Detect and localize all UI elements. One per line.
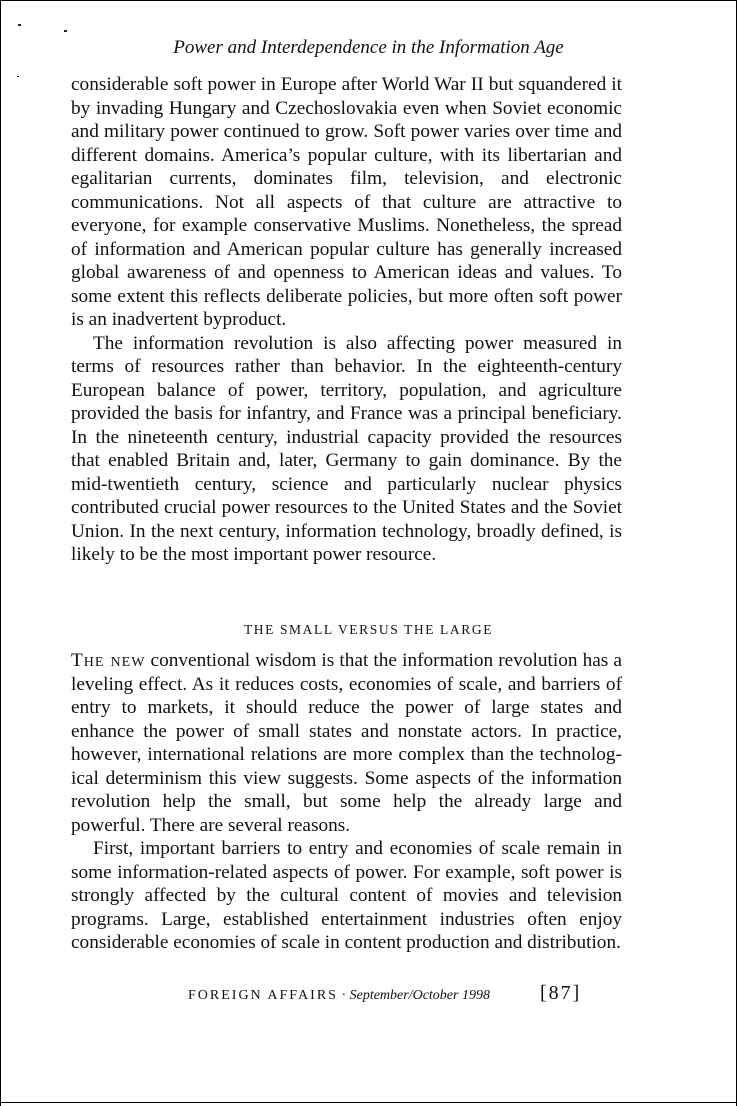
footer-separator: ·: [337, 988, 350, 1003]
scan-speck: [18, 24, 21, 26]
running-head: Power and Interdependence in the Information Age: [173, 37, 564, 58]
text-block-upper: [71, 73, 622, 567]
footer-journal-line: [188, 984, 490, 1008]
scan-speck: [17, 76, 19, 77]
paragraph-1: considerable soft power in Europe after World War II but squandered it by invading Hungary and Czechoslovakia even when Soviet economic and military power continued to grow. Soft power varies over time and different domains. America’s popular culture, with its libertarian and egalitarian currents, dominates film, television, and electronic communications. Not all aspects of that culture are attractive to everyone, for example conservative Muslims. Nonetheless, the spread of information and American popular culture has generally increased global awareness of and openness to American ideas and values. To some extent this reflects deliberate policies, but more often soft power is an inadvertent byproduct.: [71, 74, 622, 330]
paragraph-3-body: conventional wisdom is that the information revolution has a leveling effect. As it reduces costs, economies of scale, and barriers of entry to markets, it should reduce the power of large states and enhance the power of small states and nonstate actors. In practice, however, international relations are more complex than the technological determinism this view suggests. Some aspects of the information revolution help the small, but some help the already large and powerful. There are several reasons.: [71, 650, 622, 836]
paragraph-3-lead: The new: [71, 650, 146, 671]
bottom-rule: [0, 1102, 737, 1103]
footer-journal-name: FOREIGN AFFAIRS: [188, 988, 338, 1003]
page-number: [87]: [540, 982, 582, 1004]
paragraph-3: [71, 649, 622, 837]
section-heading: THE SMALL VERSUS THE LARGE: [243, 622, 494, 637]
footer-issue: September/October 1998: [349, 988, 490, 1003]
text-block-lower: [71, 649, 622, 955]
scan-speck: [64, 30, 67, 32]
paragraph-4: First, important barriers to entry and economies of scale remain in some information-related aspects of power. For example, soft power is strongly affected by the cultural content of movies and television programs. Large, established entertainment industries often enjoy considerable economies of scale in content production and distribution.: [71, 838, 622, 953]
paragraph-2: The information revolution is also affecting power measured in terms of resources rather than behavior. In the eighteenth-century European balance of power, territory, population, and agriculture provided the basis for infantry, and France was a principal beneficiary. In the nineteenth century, industrial capacity provided the resources that enabled Britain and, later, Germany to gain dominance. By the mid-twentieth century, science and particularly nuclear physics contributed crucial power resources to the United States and the Soviet Union. In the next century, information technology, broadly defined, is likely to be the most important power resource.: [71, 332, 622, 565]
